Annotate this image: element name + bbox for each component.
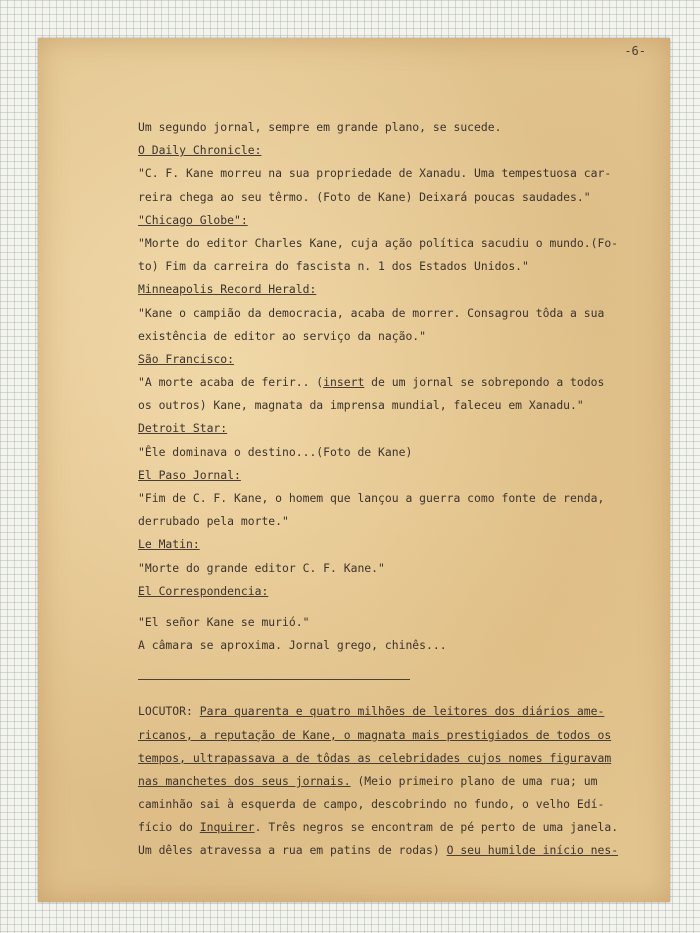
text-line: tempos, ultrapassava a de tôdas as celebridades cujos nomes figuravam [138,750,612,765]
underlined-text: O seu humilde início nes- [446,843,619,858]
newspaper-heading: Detroit Star: [138,421,228,436]
section-divider [138,679,410,680]
underlined-word: Inquirer [199,820,255,835]
text-segment: de um jornal se sobrepondo a todos [364,375,605,390]
text-segment: Um dêles atravessa a rua em patins de rodas) [138,843,447,858]
text-line: "C. F. Kane morreu na sua propriedade de Xanadu. Uma tempestuosa car- [138,166,612,181]
text-segment: fício do [138,820,200,835]
newspaper-heading: Minneapolis Record Herald: [138,282,317,297]
text-line: "Kane o campião da democracia, acaba de morrer. Consagrou tôda a sua [138,305,605,320]
speaker-label: LOCUTOR: [138,704,200,719]
text-line: to) Fim da carreira do fascista n. 1 dos Estados Unidos." [138,259,529,274]
text-line [138,371,654,394]
text-line: "Morte do editor Charles Kane, cuja ação política sacudiu o mundo.(Fo- [138,235,619,250]
newspaper-heading: O Daily Chronicle: [138,143,262,158]
text-line [138,839,654,862]
page-number: -6- [624,44,646,58]
text-line: "Êle dominava o destino...(Foto de Kane) [138,444,413,459]
underlined-word: insert [323,375,365,390]
typewritten-page [38,38,670,902]
text-line: ricanos, a reputação de Kane, o magnata mais prestigiados de todos os [138,727,612,742]
text-line: "Fim de C. F. Kane, o homem que lançou a guerra como fonte de renda, [138,491,605,505]
script-body [138,116,654,863]
newspaper-heading: El Paso Jornal: [138,467,241,482]
text-line [138,816,654,839]
text-line [138,770,654,793]
newspaper-heading: São Francisco: [138,351,235,366]
newspaper-heading: El Correspondencia: [138,583,269,598]
text-segment: (Meio primeiro plano de uma rua; um [350,773,598,788]
text-line: Um segundo jornal, sempre em grande plano, se sucede. [138,120,502,134]
text-line [138,700,654,723]
text-line: os outros) Kane, magnata da imprensa mundial, faleceu em Xanadu." [138,398,584,413]
newspaper-heading: "Chicago Globe": [138,212,248,227]
text-line: caminhão sai à esquerda de campo, descobrindo no fundo, o velho Edí- [138,797,605,812]
text-line: "El señor Kane se murió." [138,614,310,629]
newspaper-heading: Le Matin: [138,537,200,552]
text-line: "Morte do grande editor C. F. Kane." [138,560,385,575]
text-line: reira chega ao seu têrmo. (Foto de Kane) Deixará poucas saudades." [138,189,591,204]
spacer [138,603,654,611]
text-segment: "A morte acaba de ferir.. ( [138,375,324,390]
text-line: derrubado pela morte." [138,514,289,529]
underlined-text: Para quarenta e quatro milhões de leitores dos diários ame- [199,704,605,719]
text-line: A câmara se aproxima. Jornal grego, chinês... [138,638,447,653]
text-segment: . Três negros se encontram de pé perto de uma janela. [254,820,619,835]
underlined-text: nas manchetes dos seus jornais. [138,773,351,788]
text-line: existência de editor ao serviço da nação." [138,328,427,343]
